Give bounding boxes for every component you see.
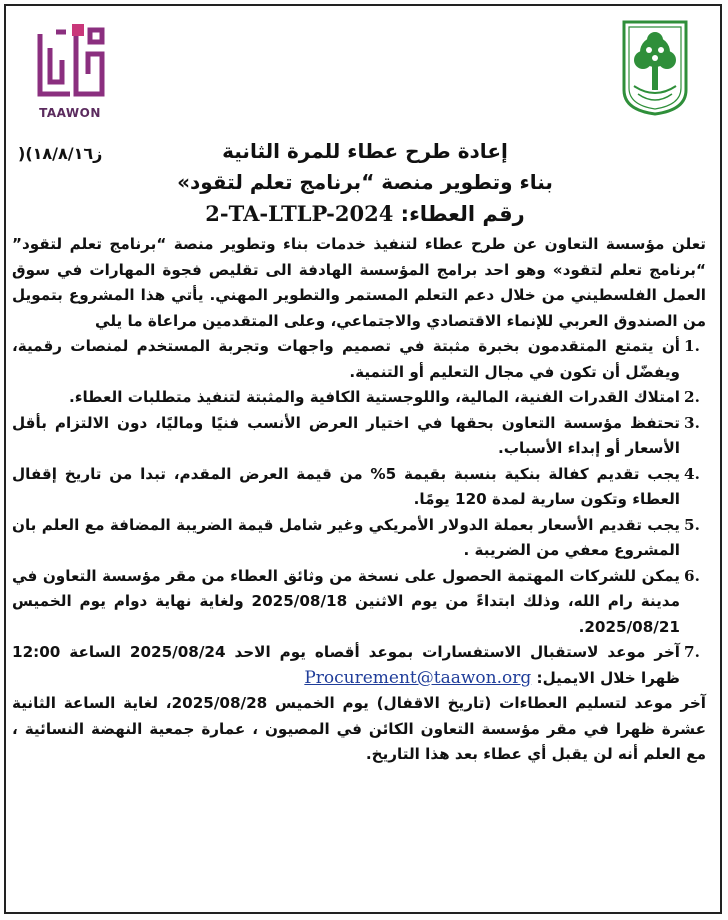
requirements-list <box>12 334 706 691</box>
item-number: 3. <box>684 413 700 432</box>
item-number: 2. <box>684 388 700 406</box>
taawon-logo <box>32 20 108 120</box>
announcement-frame <box>4 4 722 914</box>
list-item <box>12 411 706 462</box>
title-line-2: بناء وتطوير منصة “برنامج تعلم لتقود» <box>177 170 553 194</box>
item-text: آخر موعد لاستقبال الاستفسارات بموعد أقصاه يوم الاحد 2025/08/24 الساعة 12:00 ظهرا خلال الايميل: <box>12 643 680 687</box>
item-number: 6. <box>684 566 700 585</box>
title-line-1: إعادة طرح عطاء للمرة الثانية <box>222 139 508 163</box>
list-item <box>12 564 706 641</box>
header <box>6 6 724 134</box>
item-number: 4. <box>684 464 700 483</box>
item-number: 7. <box>684 643 700 661</box>
tender-number-label: رقم العطاء: <box>400 202 525 226</box>
item-number: 1. <box>684 337 700 355</box>
reference-code-value: ز١٨/٨/١٦) <box>25 144 103 163</box>
title-block <box>6 136 724 230</box>
taawon-logo-text: TAAWON <box>39 106 101 120</box>
tender-number-line <box>6 198 724 230</box>
list-item <box>12 513 706 564</box>
item-text: يجب تقديم كفالة بنكية بنسبة بقيمة 5% من قيمة العرض المقدم، تبدا من تاريخ إقفال العطاء وتكون سارية لمدة 120 يومًا. <box>12 464 680 508</box>
procurement-email-link[interactable]: Procurement@taawon.org <box>304 667 532 688</box>
closing-paragraph: آخر موعد لتسليم العطاءات (تاريخ الاقفال) يوم الخميس 2025/08/28، لغاية الساعة الثانية عشرة ظهرا في مقر مؤسسة التعاون الكائن في المصيون ، عمارة جمعية النهضة النسائية ، مع العلم أنه لن يقبل أي عطاء بعد هذا التاريخ. <box>12 694 706 763</box>
list-item <box>12 334 706 385</box>
item-text: تحتفظ مؤسسة التعاون بحقها في اختيار العرض الأنسب فنيًا وماليًا، دون الالتزام بأقل الأسعار أو إبداء الأسباب. <box>12 413 680 457</box>
reference-code-paren: ( <box>18 144 26 163</box>
tender-number: 2-TA-LTLP-2024 <box>205 201 394 226</box>
list-item <box>12 640 706 691</box>
list-item <box>12 462 706 513</box>
seal-logo <box>618 20 692 116</box>
item-text: امتلاك القدرات الفنية، المالية، واللوجستية الكافية والمثبتة لتنفيذ متطلبات العطاء. <box>68 388 680 406</box>
intro-paragraph: تعلن مؤسسة التعاون عن طرح عطاء لتنفيذ خدمات بناء وتطوير منصة “برنامج تعلم لتقود” “برنامج تعلم لتقود» وهو احد برامج المؤسسة الهادفة الى تقليص فجوة المهارات في سوق العمل الفلسطيني من خلال دعم التعلم المستمر والتطوير المهني. يأتي هذا المشروع بتمويل من الصندوق العربي للإنماء الاقتصادي والاجتماعي، وعلى المتقدمين مراعاة ما يلي <box>12 235 706 330</box>
item-text: يجب تقديم الأسعار بعملة الدولار الأمريكي وغير شامل قيمة الضريبة المضافة مع العلم بان المشروع معفي من الضريبة . <box>12 515 680 559</box>
item-number: 5. <box>684 515 700 534</box>
list-item <box>12 385 706 411</box>
item-text: أن يتمتع المتقدمون بخبرة مثبتة في تصميم واجهات وتجربة المستخدم لمنصات رقمية، ويفضّل أن تكون في مجال التعليم أو التنمية. <box>12 337 680 381</box>
item-text: يمكن للشركات المهتمة الحصول على نسخة من وثائق العطاء من مقر مؤسسة التعاون في مدينة رام الله، وذلك ابتداءً من يوم الاثنين 2025/08/18 ولغاية نهاية دوام يوم الخميس 2025/08/21. <box>12 566 680 636</box>
announcement-body <box>12 232 706 768</box>
